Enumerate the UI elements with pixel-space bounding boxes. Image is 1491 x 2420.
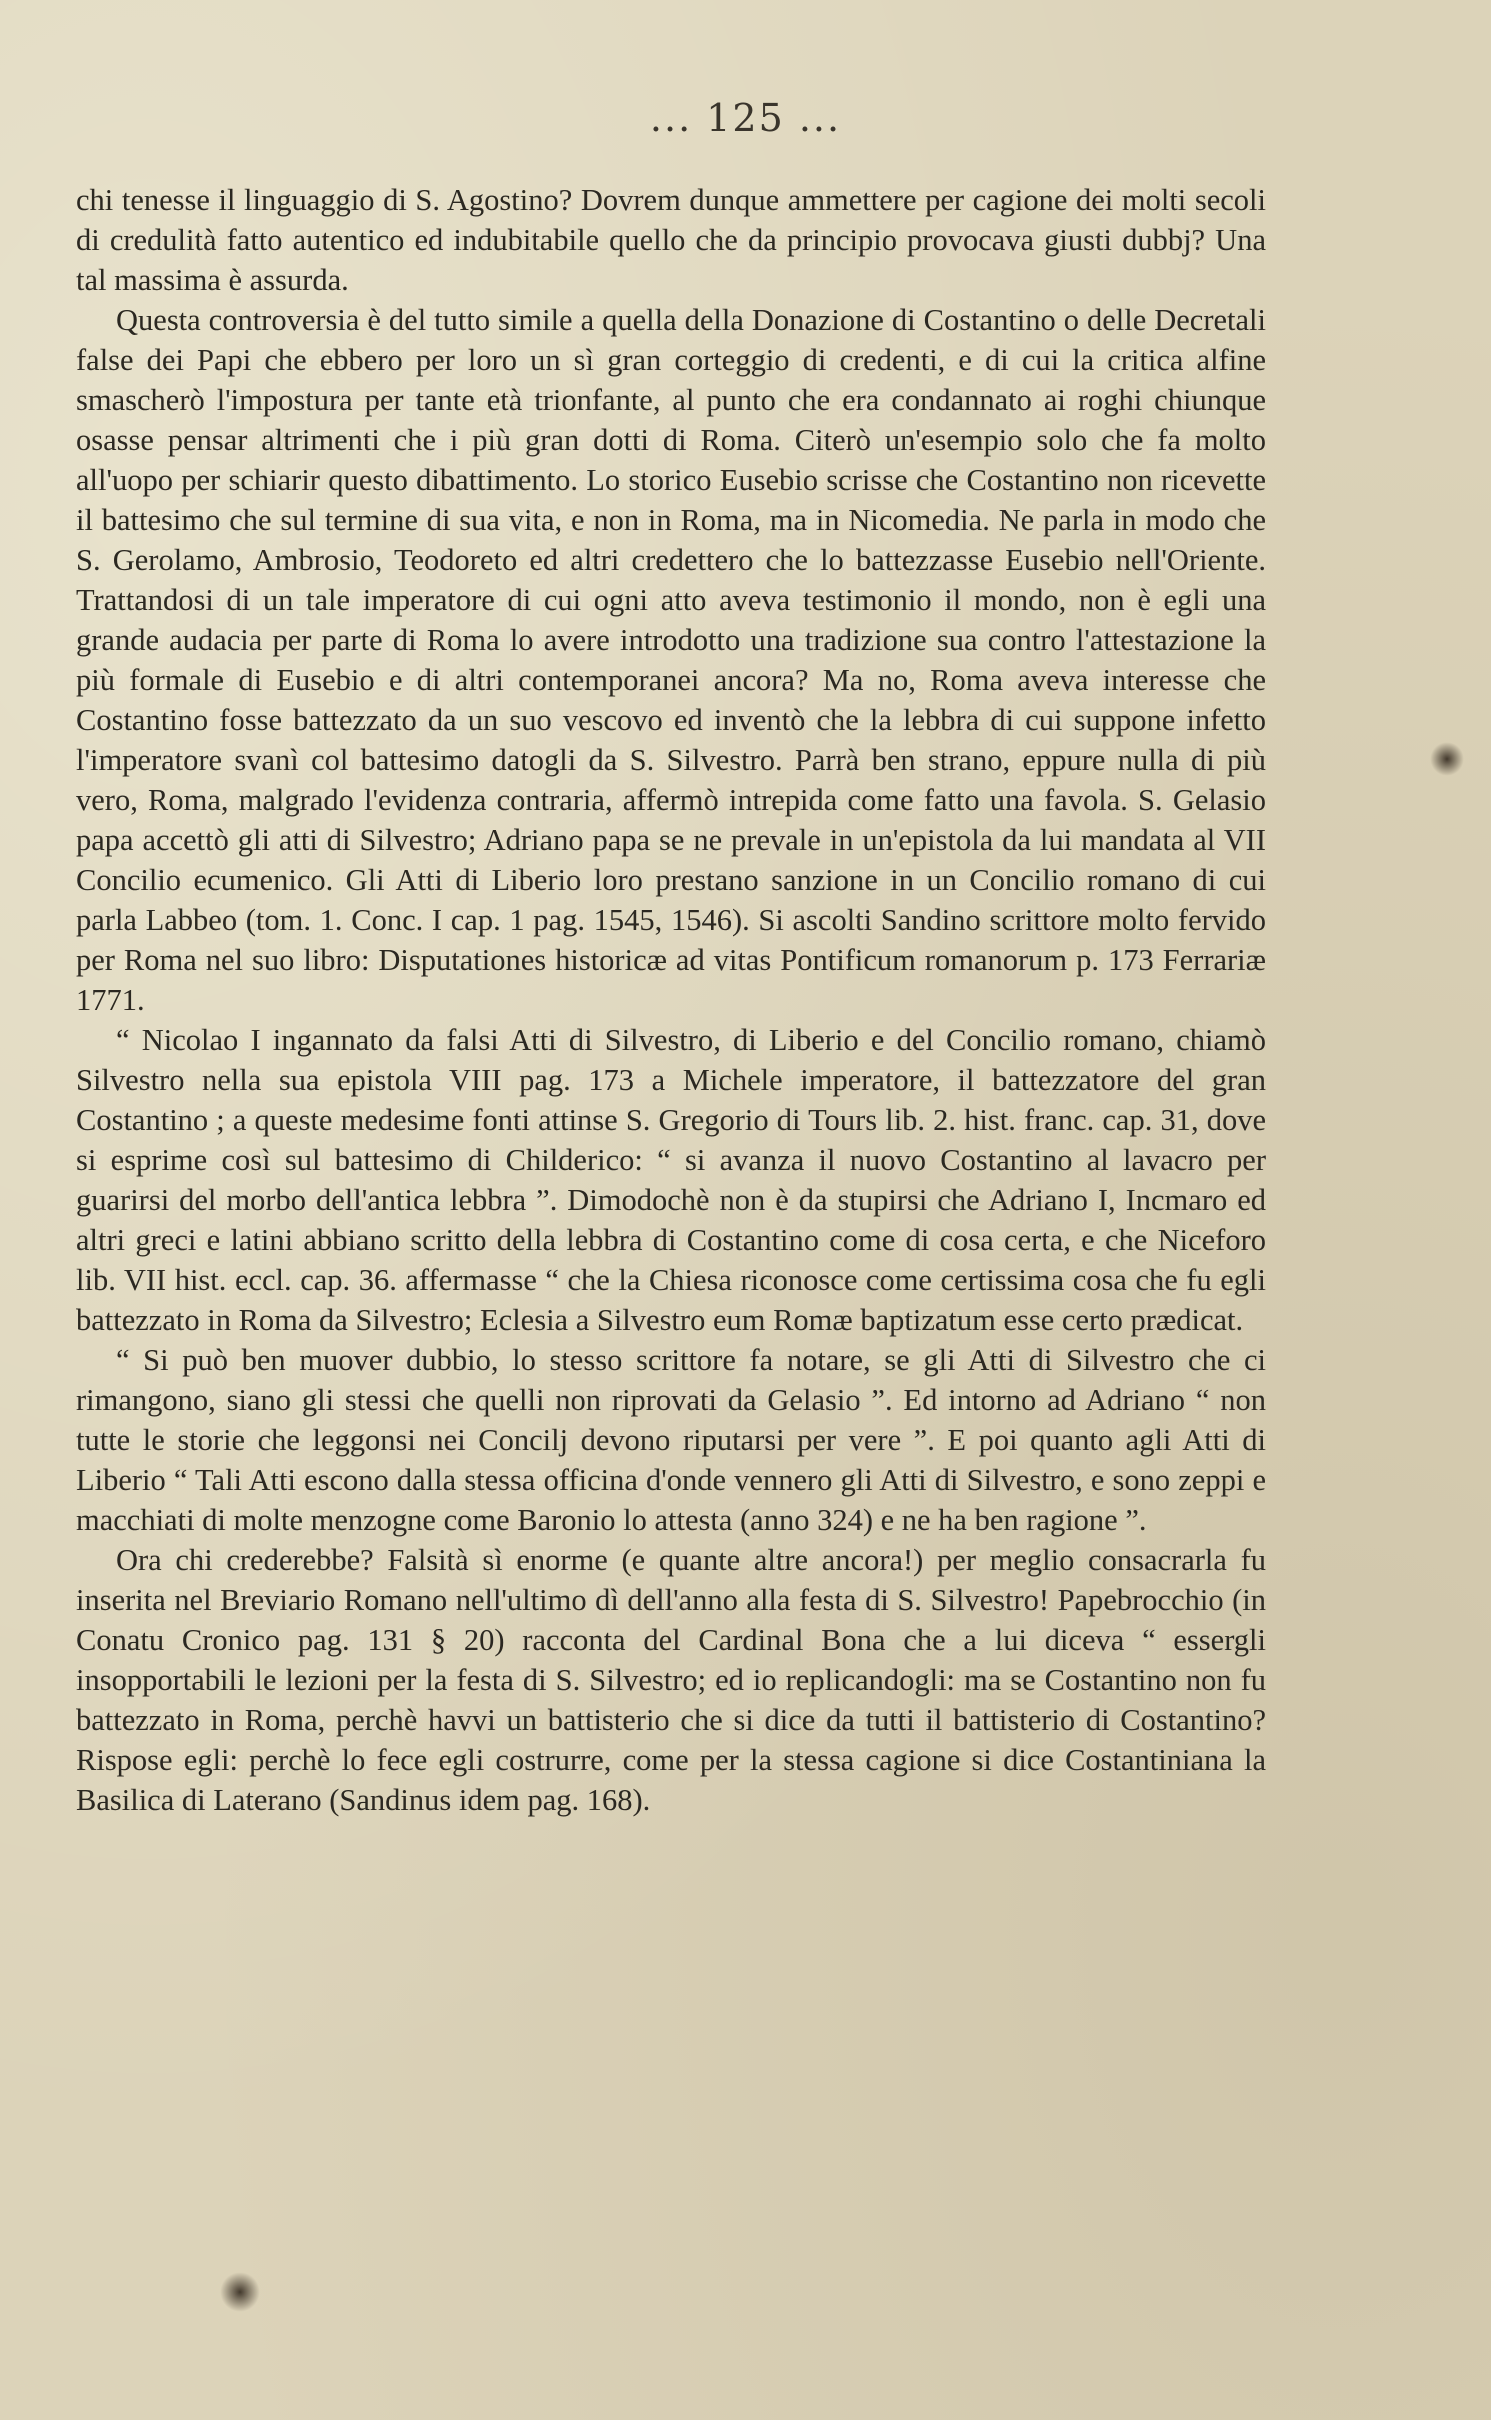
paragraph-1: chi tenesse il linguaggio di S. Agostino? Dovrem dunque ammettere per cagione dei molti secoli di credulità fatto autentico ed indubitabile quello che da principio provocava giusti dubbj? Una tal massima è assurda. [76,183,1266,297]
paragraph-2: Questa controversia è del tutto simile a quella della Donazione di Costantino o delle Decretali false dei Papi che ebbero per loro un sì gran corteggio di credenti, e di cui la critica alfine smascherò l'impostura per tante età trionfante, al punto che era condannato ai roghi chiunque osasse pensar altrimenti che i più gran dotti di Roma. Citerò un'esempio solo che fa molto all'uopo per schiarir questo dibattimento. Lo storico Eusebio scrisse che Costantino non ricevette il battesimo che sul termine di sua vita, e non in Roma, ma in Nicomedia. Ne parla in modo che S. Gerolamo, Ambrosio, Teodoreto ed altri credettero che lo battezzasse Eusebio nell'Oriente. Trattandosi di un tale imperatore di cui ogni atto aveva testimonio il mondo, non è egli una grande audacia per parte di Roma lo avere introdotto una tradizione sua contro l'attestazione la più formale di Eusebio e di altri contemporanei ancora? Ma no, Roma aveva interesse che Costantino fosse battezzato da un suo vescovo ed inventò che la lebbra di cui suppone infetto l'imperatore svanì col battesimo datogli da S. Silvestro. Parrà ben strano, eppure nulla di più vero, Roma, malgrado l'evidenza contraria, affermò intrepida come fatto una favola. S. Gelasio papa accettò gli atti di Silvestro; Adriano papa se ne prevale in un'epistola da lui mandata al VII Concilio ecumenico. Gli Atti di Liberio loro prestano sanzione in un Concilio romano di cui parla Labbeo (tom. 1. Conc. I cap. 1 pag. 1545, 1546). Si ascolti Sandino scrittore molto fervido per Roma nel suo libro: Disputationes historicæ ad vitas Pontificum romanorum p. 173 Ferrariæ 1771. [76,303,1266,1017]
page-number: ... 125 ... [649,96,842,140]
paragraph-3: “ Nicolao I ingannato da falsi Atti di Silvestro, di Liberio e del Concilio romano, chiamò Silvestro nella sua epistola VIII pag. 173 a Michele imperatore, il battezzatore del gran Costantino ; a queste medesime fonti attinse S. Gregorio di Tours lib. 2. hist. franc. cap. 31, dove si esprime così sul battesimo di Childerico: “ si avanza il nuovo Costantino al lavacro per guarirsi del morbo dell'antica lebbra ”. Dimodochè non è da stupirsi che Adriano I, Incmaro ed altri greci e latini abbiano scritto della lebbra di Costantino come di cosa certa, e che Niceforo lib. VII hist. eccl. cap. 36. affermasse “ che la Chiesa riconosce come certissima cosa che fu egli battezzato in Roma da Silvestro; Eclesia a Silvestro eum Romæ baptizatum esse certo prædicat. [76,1023,1266,1337]
ink-spot-right [1430,742,1464,776]
body-text [76,180,1266,1820]
ink-spot-bottom [220,2272,260,2312]
paragraph-5: Ora chi crederebbe? Falsità sì enorme (e quante altre ancora!) per meglio consacrarla fu inserita nel Breviario Romano nell'ultimo dì dell'anno alla festa di S. Silvestro! Papebrocchio (in Conatu Cronico pag. 131 § 20) racconta del Cardinal Bona che a lui diceva “ essergli insopportabili le lezioni per la festa di S. Silvestro; ed io replicandogli: ma se Costantino non fu battezzato in Roma, perchè havvi un battisterio che si dice da tutti il battisterio di Costantino? Rispose egli: perchè lo fece egli costrurre, come per la stessa cagione si dice Costantiniana la Basilica di Laterano (Sandinus idem pag. 168). [76,1543,1266,1817]
paragraph-4: “ Si può ben muover dubbio, lo stesso scrittore fa notare, se gli Atti di Silvestro che ci rimangono, siano gli stessi che quelli non riprovati da Gelasio ”. Ed intorno ad Adriano “ non tutte le storie che leggonsi nei Concilj devono riputarsi per vere ”. E poi quanto agli Atti di Liberio “ Tali Atti escono dalla stessa officina d'onde vennero gli Atti di Silvestro, e sono zeppi e macchiati di molte menzogne come Baronio lo attesta (anno 324) e ne ha ben ragione ”. [76,1343,1266,1537]
